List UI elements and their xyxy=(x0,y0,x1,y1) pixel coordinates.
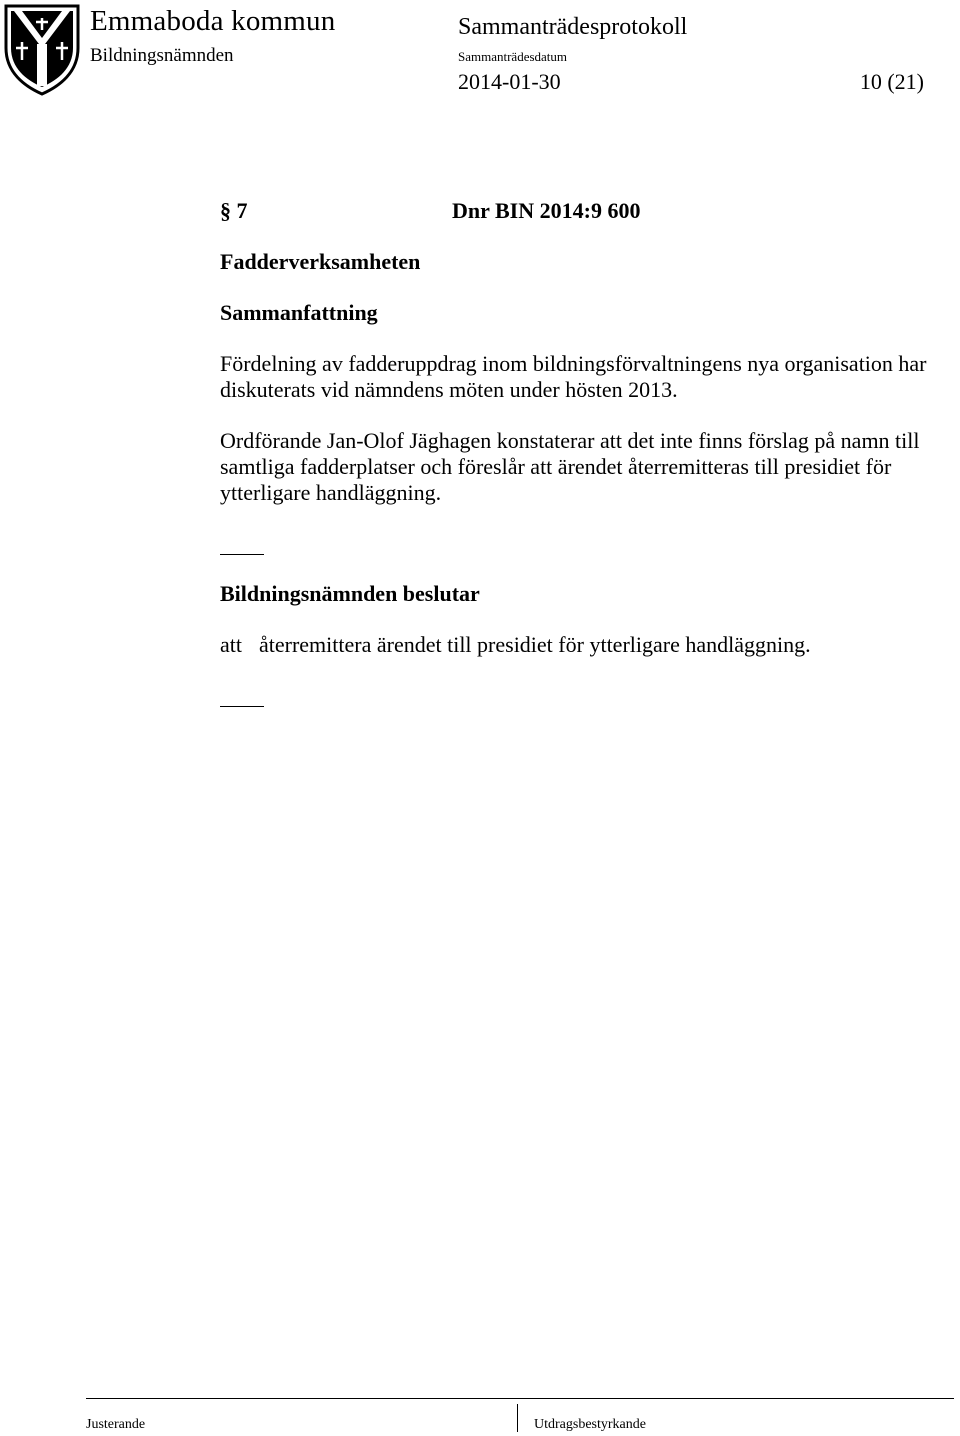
meeting-date-label: Sammanträdesdatum xyxy=(458,49,568,64)
footer-rule xyxy=(86,1398,954,1399)
summary-paragraph-2: Ordförande Jan-Olof Jäghagen konstaterar att det inte finns förslag på namn till samtliga fadderplatser och föreslår att ärendet återremitteras till presidiet för ytterligare handläggning. xyxy=(220,428,920,505)
footer-justerande: Justerande xyxy=(86,1417,146,1432)
section-divider-end xyxy=(220,706,264,707)
item-title: Fadderverksamheten xyxy=(220,249,421,274)
paragraph-number: § 7 xyxy=(220,198,248,223)
summary-paragraph-1: Fördelning av fadderuppdrag inom bildningsförvaltningens nya organisation har diskuterats vid nämndens möten under hösten 2013. xyxy=(220,351,927,402)
footer-utdragsbestyrkande: Utdragsbestyrkande xyxy=(534,1417,646,1432)
decision-heading: Bildningsnämnden beslutar xyxy=(220,581,480,606)
diary-number: Dnr BIN 2014:9 600 xyxy=(452,198,641,223)
coat-of-arms-icon xyxy=(2,2,82,96)
committee-name: Bildningsnämnden xyxy=(90,45,234,66)
municipality-name: Emmaboda kommun xyxy=(90,5,336,37)
document-type: Sammanträdesprotokoll xyxy=(458,14,688,40)
footer-separator xyxy=(517,1404,518,1432)
summary-heading: Sammanfattning xyxy=(220,300,378,325)
decision-lead: att xyxy=(220,632,242,657)
section-divider xyxy=(220,554,264,555)
page-number: 10 (21) xyxy=(859,69,924,94)
decision-text: återremittera ärendet till presidiet för ytterligare handläggning. xyxy=(259,632,811,657)
meeting-date: 2014-01-30 xyxy=(458,69,561,94)
